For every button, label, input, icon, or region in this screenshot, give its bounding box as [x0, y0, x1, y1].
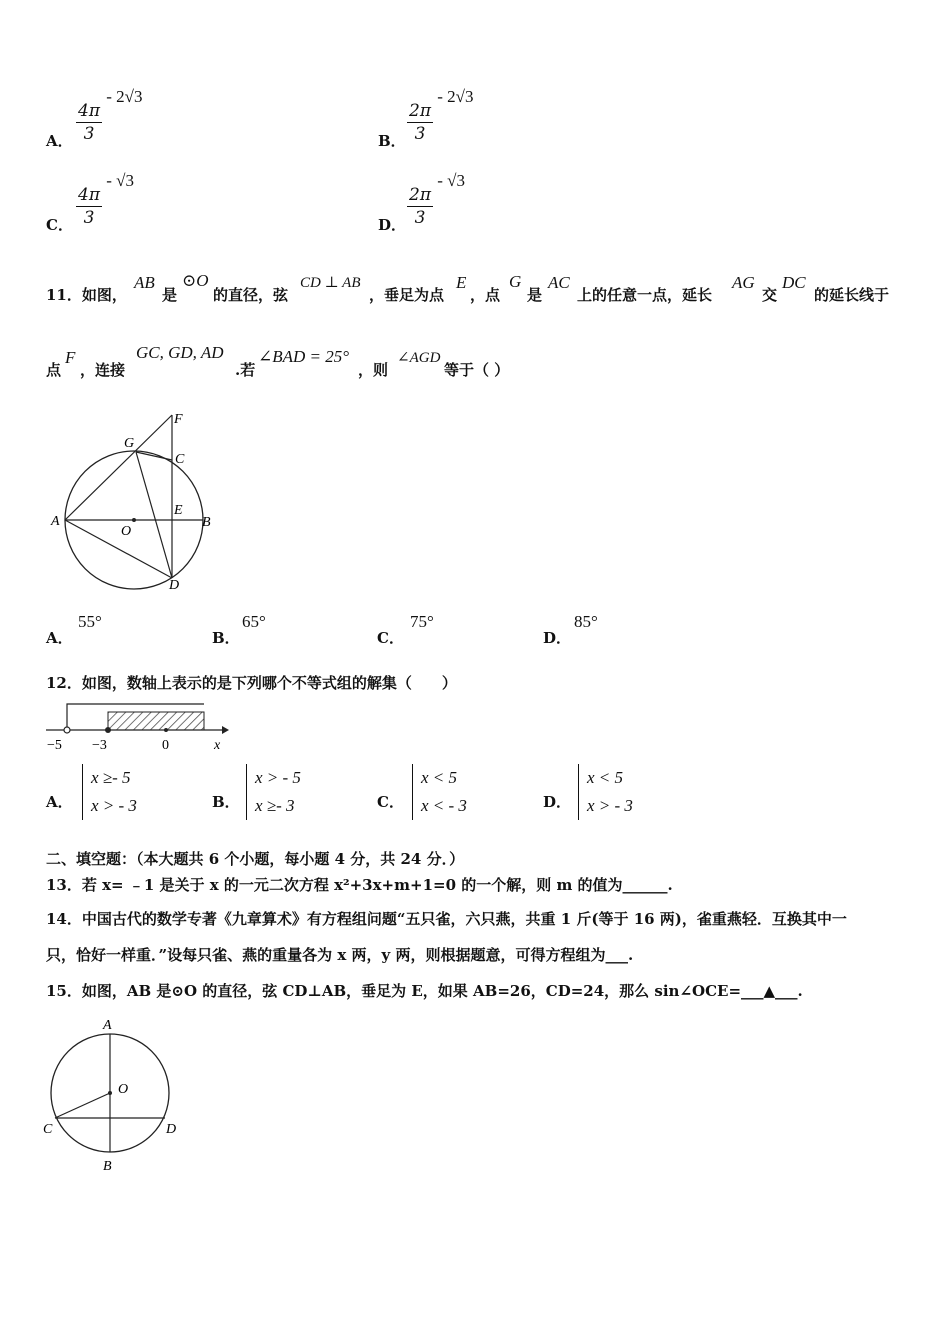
- q10-d-den: 3: [414, 208, 426, 228]
- q12-b-l1: x > - 5: [255, 768, 301, 787]
- q12-axis-arrow: [222, 726, 229, 734]
- q11-center-dot: [132, 518, 136, 522]
- q12-b-l2: x ≥- 3: [255, 796, 295, 815]
- q11-t5: 是: [527, 286, 543, 304]
- q11-label-a: A: [51, 514, 60, 529]
- q10-option-a-label: A．: [46, 132, 73, 150]
- q11-opt-d-value: 85°: [574, 612, 598, 631]
- q12-opt-b-system: [246, 764, 301, 820]
- q12-closed-dot: [105, 727, 111, 733]
- q11-line-gd: [136, 452, 172, 578]
- q11-label-g: G: [124, 436, 135, 451]
- q12-open-dot: [64, 727, 70, 733]
- q10-option-a: [76, 87, 143, 145]
- q12-c-l2: x < - 3: [421, 796, 467, 815]
- q12-opt-b-label: B．: [212, 793, 240, 811]
- q11-label-o: O: [121, 524, 132, 539]
- q11-t0: 11．如图，: [46, 286, 127, 304]
- q10-option-b: [407, 87, 474, 145]
- q11-figure: [44, 405, 224, 595]
- q11-t2: 的直径，弦: [213, 286, 289, 304]
- q11-m-ag: AG: [732, 273, 755, 292]
- q15-center-dot: [108, 1091, 112, 1095]
- q12-a-l2: x > - 3: [91, 796, 137, 815]
- q15-segment-oc: [55, 1093, 110, 1118]
- q12-label-0: 0: [162, 738, 169, 753]
- q12-opt-a-system: [82, 764, 137, 820]
- q11-opt-a-label: A．: [46, 629, 73, 647]
- q15-label-c: C: [43, 1122, 53, 1137]
- q12-c-l1: x < 5: [421, 768, 458, 787]
- q11-label-f: F: [174, 412, 183, 427]
- q15-figure: [38, 1015, 188, 1175]
- q12-number-line: [44, 700, 229, 756]
- q10-d-num: 2π: [409, 185, 431, 205]
- q12-d-l2: x > - 3: [587, 796, 633, 815]
- q11-l2-t3: ，则: [358, 361, 389, 379]
- q11-m-gc-gd-ad: GC, GD, AD: [136, 343, 224, 362]
- q11-t4: ，点: [470, 286, 501, 304]
- q11-t3: ，垂足为点: [369, 286, 445, 304]
- q11-m-g: G: [509, 272, 522, 291]
- q11-l2-t4: 等于（ ）: [444, 361, 510, 379]
- q11-m-ac-arc: AC: [548, 273, 570, 292]
- q15-label-b: B: [103, 1159, 112, 1174]
- q11-label-c: C: [175, 452, 185, 467]
- q10-option-b-label: B．: [378, 132, 406, 150]
- q11-opt-a-value: 55°: [78, 612, 102, 631]
- q10-d-rest: - √3: [433, 171, 465, 190]
- q10-a-rest: - 2√3: [102, 87, 143, 106]
- q12-zero-dot: [164, 728, 168, 732]
- q12-opt-d-system: [578, 764, 633, 820]
- q10-c-den: 3: [83, 208, 95, 228]
- q12-label-m3: −3: [92, 738, 107, 753]
- q10-a-den: 3: [83, 124, 95, 144]
- q11-m-angle-agd: ∠AGD: [397, 350, 441, 366]
- q11-m-circle-o: ⊙O: [182, 271, 209, 290]
- q12-shaded-region: [108, 712, 204, 730]
- q10-b-rest: - 2√3: [433, 87, 474, 106]
- q11-opt-c-label: C．: [377, 629, 404, 647]
- q11-m-ab: AB: [134, 273, 155, 292]
- q11-m-f: F: [65, 348, 76, 367]
- q11-m-e: E: [456, 273, 467, 292]
- q10-c-rest: - √3: [102, 171, 134, 190]
- q12-label-m5: −5: [47, 738, 62, 753]
- q14-line2: 只，恰好一样重．”设每只雀、燕的重量各为 x 两，y 两，则根据题意，可得方程组为___.: [46, 946, 634, 964]
- q12-a-l1: x ≥- 5: [91, 768, 131, 787]
- q11-l2-t2: .若: [235, 361, 256, 379]
- q10-c-num: 4π: [78, 185, 100, 205]
- q10-b-num: 2π: [409, 101, 431, 121]
- q11-m-dc: DC: [782, 273, 806, 292]
- q11-line-gc: [136, 452, 172, 460]
- q11-t8: 的延长线于: [814, 286, 890, 304]
- q12-d-l1: x < 5: [587, 768, 624, 787]
- q11-t7: 交: [762, 286, 778, 304]
- q11-opt-c-value: 75°: [410, 612, 434, 631]
- q12-opt-c-system: [412, 764, 467, 820]
- q10-option-c-label: C．: [46, 216, 73, 234]
- q11-line-af: [65, 415, 172, 520]
- q11-m-angle-bad: ∠BAD = 25°: [258, 347, 350, 366]
- q12-text: 12．如图，数轴上表示的是下列哪个不等式组的解集（ ）: [46, 674, 457, 692]
- q10-b-den: 3: [414, 124, 426, 144]
- q11-line-ad: [65, 520, 172, 578]
- q12-opt-c-label: C．: [377, 793, 404, 811]
- q15-text: 15．如图，AB 是⊙O 的直径，弦 CD⊥AB，垂足为 E，如果 AB=26，CD=24，那么 sin∠OCE=___▲___.: [46, 982, 803, 1000]
- q10-option-d-label: D．: [378, 216, 407, 234]
- q11-label-e: E: [174, 503, 183, 518]
- q11-l2-t1: ，连接: [80, 361, 126, 379]
- section-2-heading: 二、填空题：（本大题共 6 个小题，每小题 4 分，共 24 分．）: [46, 850, 465, 868]
- q11-m-cd-perp-ab: CD ⊥ AB: [300, 275, 361, 291]
- q15-label-o: O: [118, 1082, 129, 1097]
- q12-opt-d-label: D．: [543, 793, 572, 811]
- q10-a-num: 4π: [78, 101, 100, 121]
- q11-opt-b-value: 65°: [242, 612, 266, 631]
- q10-option-c: [76, 171, 134, 229]
- q11-label-d: D: [169, 578, 180, 593]
- q15-label-d: D: [166, 1122, 177, 1137]
- q14-line1: 14．中国古代的数学专著《九章算术》有方程组问题“五只雀，六只燕，共重 1 斤(等于 16 两)，雀重燕轻．互换其中一: [46, 910, 847, 928]
- q11-l2-t0: 点: [46, 361, 62, 379]
- q11-label-b: B: [202, 515, 211, 530]
- q12-label-x: x: [214, 738, 221, 753]
- q11-opt-d-label: D．: [543, 629, 572, 647]
- q15-label-a: A: [103, 1018, 112, 1033]
- q11-t1: 是: [162, 286, 178, 304]
- q12-opt-a-label: A．: [46, 793, 73, 811]
- q11-opt-b-label: B．: [212, 629, 240, 647]
- q11-t6: 上的任意一点，延长: [577, 286, 713, 304]
- q13-text: 13．若 x= ﹣1 是关于 x 的一元二次方程 x²+3x+m+1=0 的一个解，则 m 的值为______.: [46, 876, 673, 894]
- q10-option-d: [407, 171, 465, 229]
